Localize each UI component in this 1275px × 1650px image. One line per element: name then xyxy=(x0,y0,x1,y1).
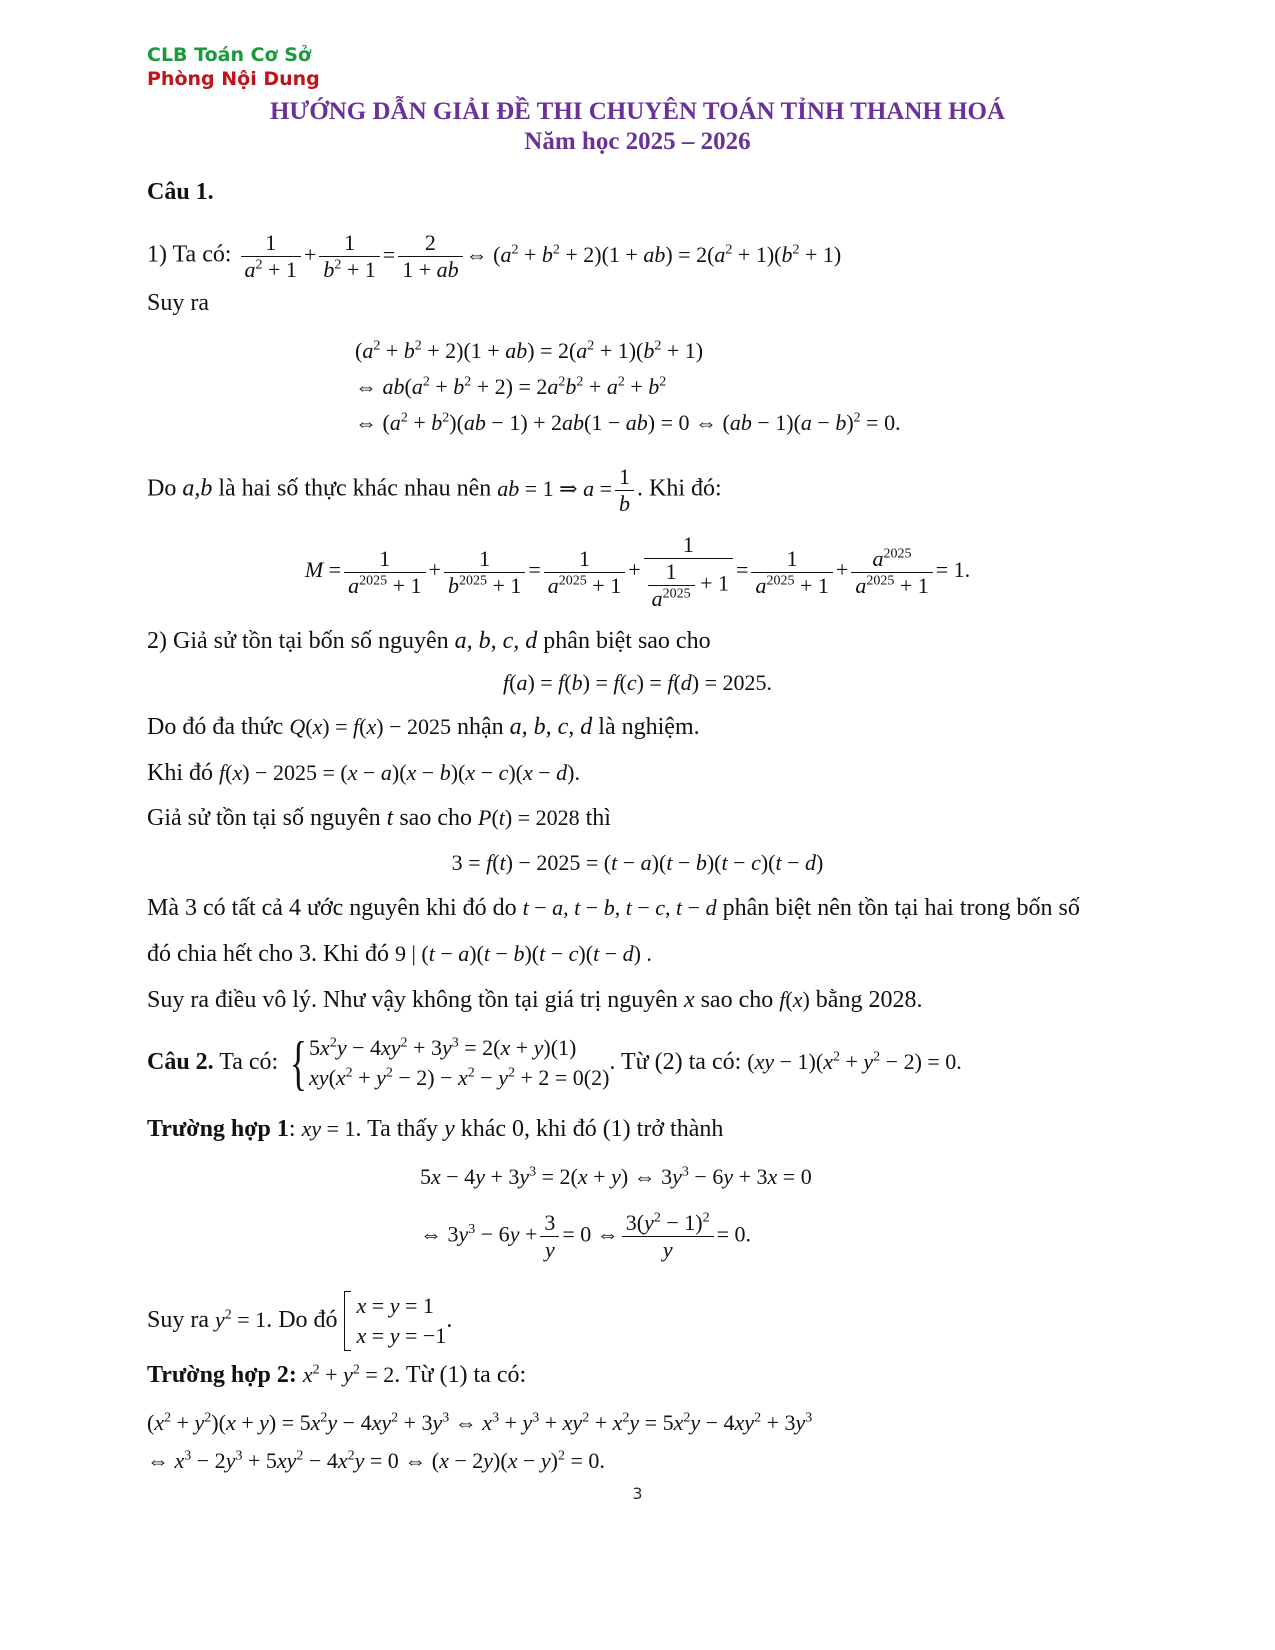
q2-dodo: . Do đó xyxy=(266,1307,338,1333)
q2-suyra: Suy ra xyxy=(147,1307,209,1333)
q1-conclusion-line xyxy=(147,464,722,517)
q2-system-line: Câu 2. Ta có: {$5x^2y - 4xy^2 + 3y^3 = 2(x + y)(1)$ $xy(x^2 + y^2 - 2) - x^2 - y^2 + 2 = 0(2)$. Từ (2) ta có: $(xy - 1)(x^2 + y^2 - 2) = 0$. xyxy=(147,1030,962,1097)
q1-t-var: t xyxy=(386,805,394,831)
q2-case2-label: Trường hợp 2: xyxy=(147,1362,297,1388)
q1-divisible: đó chia hết cho 3. Khi đó 9 | (t − a)(t − b)(t − c)(t − d) . xyxy=(147,941,652,967)
q2-system: $5x^2y - 4xy^2 + 3y^3 = 2(x + y)(1)$ $xy(x^2 + y^2 - 2) - x^2 - y^2 + 2 = 0(2)$ xyxy=(309,1035,610,1091)
question-1-heading: Câu 1. xyxy=(147,179,214,205)
q2-case1-solutions: x = y = 1 x = y = −1 xyxy=(356,1293,447,1349)
q2-case2-line: Trường hợp 2: $x^2 + y^2 = 2$. Từ (1) ta có: xyxy=(147,1362,527,1388)
q1-ma3-text: Mà 3 có tất cả 4 ước nguyên khi đó do xyxy=(147,895,517,921)
q1-do-word: Do xyxy=(147,475,177,502)
q2-case1-text: . Ta thấy xyxy=(355,1116,439,1142)
q1-equation-1: $\frac{1}{a^2 + 1}$ + $\frac{1}{b^2 + 1}$ = $\frac{2}{1 + ab}$ ⇔ $(a^2 + b^2 + 2)(1 + ab) = 2(a^2 + 1)(b^2 + 1)$ xyxy=(238,242,842,267)
q1-contradiction: Suy ra điều vô lý. Như vậy không tồn tại giá trị nguyên x sao cho f(x) bằng 2028. xyxy=(147,987,923,1013)
q1-thi-text: thì xyxy=(585,805,611,831)
q1-t-equation: 3 = f(t) − 2025 = (t − a)(t − b)(t − c)(t − d) xyxy=(451,850,824,875)
q1-do-text: là hai số thực khác nhau nên xyxy=(218,475,492,502)
q1-factorization: Khi đó f(x) − 2025 = (x − a)(x − b)(x − c)(x − d). xyxy=(147,760,580,786)
q2-intro: Ta có: xyxy=(219,1049,279,1075)
q1-part1-intro: 1) Ta có: xyxy=(147,241,232,268)
q2-case1-conclusion: Suy ra $y^2 = 1$. Do đó x = y = 1 x = y = −1. xyxy=(147,1290,452,1351)
q1-nhan-text: nhận xyxy=(456,714,504,740)
q1-phanbiet-text: phân biệt nên tồn tại hai trong bốn số xyxy=(722,895,1080,921)
q1-dodo-text: Do đó đa thức xyxy=(147,714,284,740)
q1-nghiem-text: là nghiệm. xyxy=(598,714,700,740)
q1-p2-intro-text: 2) Giả sử tồn tại bốn số nguyên xyxy=(147,628,449,654)
page-number: 3 xyxy=(632,1484,643,1503)
q2-case2-tail: . Từ (1) ta có: xyxy=(394,1362,527,1388)
q2-case1-label: Trường hợp 1 xyxy=(147,1116,289,1142)
q1-p2-tail: phân biệt sao cho xyxy=(543,628,711,654)
q2-case2-eq2: ⇔ $x^3 - 2y^3 + 5xy^2 - 4x^2y = 0$ ⇔ $(x - 2y)(x - y)^2 = 0$. xyxy=(147,1448,605,1473)
q1-khido2: Khi đó xyxy=(147,760,213,786)
q2-case1-line: Trường hợp 1: xy = 1. Ta thấy y khác 0, khi đó (1) trở thành xyxy=(147,1116,724,1142)
q2-tu2: . Từ (2) ta có: xyxy=(609,1049,742,1075)
q2-case1-tail: khác 0, khi đó (1) trở thành xyxy=(460,1116,724,1142)
q1-polynomial-Q: Do đó đa thức Q(x) = f(x) − 2025 nhận a, b, c, d là nghiệm. xyxy=(147,714,700,740)
q2-case1-eq1: $5x - 4y + 3y^3 = 2(x + y)$ ⇔ $3y^3 - 6y + 3x = 0$ xyxy=(420,1164,812,1189)
q1-f-values: f(a) = f(b) = f(c) = f(d) = 2025. xyxy=(502,670,772,695)
q2-case1-y: y xyxy=(444,1116,455,1142)
q1-suyra: Suy ra xyxy=(147,290,209,316)
q1-derivation-3: ⇔ $(a^2 + b^2)(ab - 1) + 2ab(1 - ab) = 0$ ⇔ $(ab - 1)(a - b)^2 = 0$. xyxy=(355,410,901,435)
q1-voly-b: sao cho xyxy=(700,987,774,1013)
q1-giasu-text: Giả sử tồn tại số nguyên xyxy=(147,805,381,831)
q1-divisors: Mà 3 có tất cả 4 ước nguyên khi đó do t − a, t − b, t − c, t − d phân biệt nên tồn tại hai trong bốn số xyxy=(147,895,1080,921)
q1-do-vars: a,b xyxy=(182,475,213,502)
q1-derivation-2: ⇔ $ab(a^2 + b^2 + 2) = 2a^2b^2 + a^2 + b^2$ xyxy=(355,374,667,399)
club-name: CLB Toán Cơ Sở xyxy=(147,44,311,66)
q1-M-expression: M = $\frac{1}{a^{2025} + 1}$ + $\frac{1}{b^{2025} + 1}$ = $\frac{1}{a^{2025} + 1}$ + 1 $\frac{1}{a^{2025}}$ + 1 = $\frac{1}{a^{2025} + 1}$ + $\frac{a^{2025}}{a^{2025} + 1}$ = 1. xyxy=(304,532,971,611)
q1-voly-c: bằng 2028. xyxy=(815,987,923,1013)
document-subtitle: Năm học 2025 – 2026 xyxy=(524,128,751,155)
q1-saocho-text: sao cho xyxy=(399,805,472,831)
q1-ab-equals-1: ab = 1 ⇒ a = $\frac{1}{b}$ xyxy=(497,476,637,501)
q1-derivation-1: $(a^2 + b^2 + 2)(1 + ab) = 2(a^2 + 1)(b^2 + 1)$ xyxy=(355,338,704,363)
document-title: HƯỚNG DẪN GIẢI ĐỀ THI CHUYÊN TOÁN TỈNH THANH HOÁ xyxy=(269,98,1006,125)
department-name: Phòng Nội Dung xyxy=(147,68,320,90)
q2-case1-eq2: ⇔ $3y^3 - 6y$ + $\frac{3}{y}$ = 0 ⇔ $\frac{3(y^2 - 1)^2}{y}$ = 0. xyxy=(420,1210,752,1262)
q1-chiahet-text: đó chia hết cho 3. Khi đó xyxy=(147,941,389,967)
question-2-heading: Câu 2. xyxy=(147,1049,214,1075)
q2-case2-eq1: $(x^2 + y^2)(x + y) = 5x^2y - 4xy^2 + 3y^3$ ⇔ $x^3 + y^3 + xy^2 + x^2y = 5x^2y - 4xy^2 + 3y^3$ xyxy=(147,1410,813,1435)
q1-p2-vars: a, b, c, d xyxy=(454,628,538,654)
q1-part2-intro xyxy=(147,626,711,656)
q1-roots-vars: a, b, c, d xyxy=(509,714,593,740)
q1-voly-x: x xyxy=(683,987,695,1013)
q1-part1-line xyxy=(147,230,841,283)
q1-khido: . Khi đó: xyxy=(637,475,722,502)
q1-assume-t: Giả sử tồn tại số nguyên t sao cho P(t) = 2028 thì xyxy=(147,805,611,831)
q1-voly-a: Suy ra điều vô lý. Như vậy không tồn tại giá trị nguyên xyxy=(147,987,678,1013)
